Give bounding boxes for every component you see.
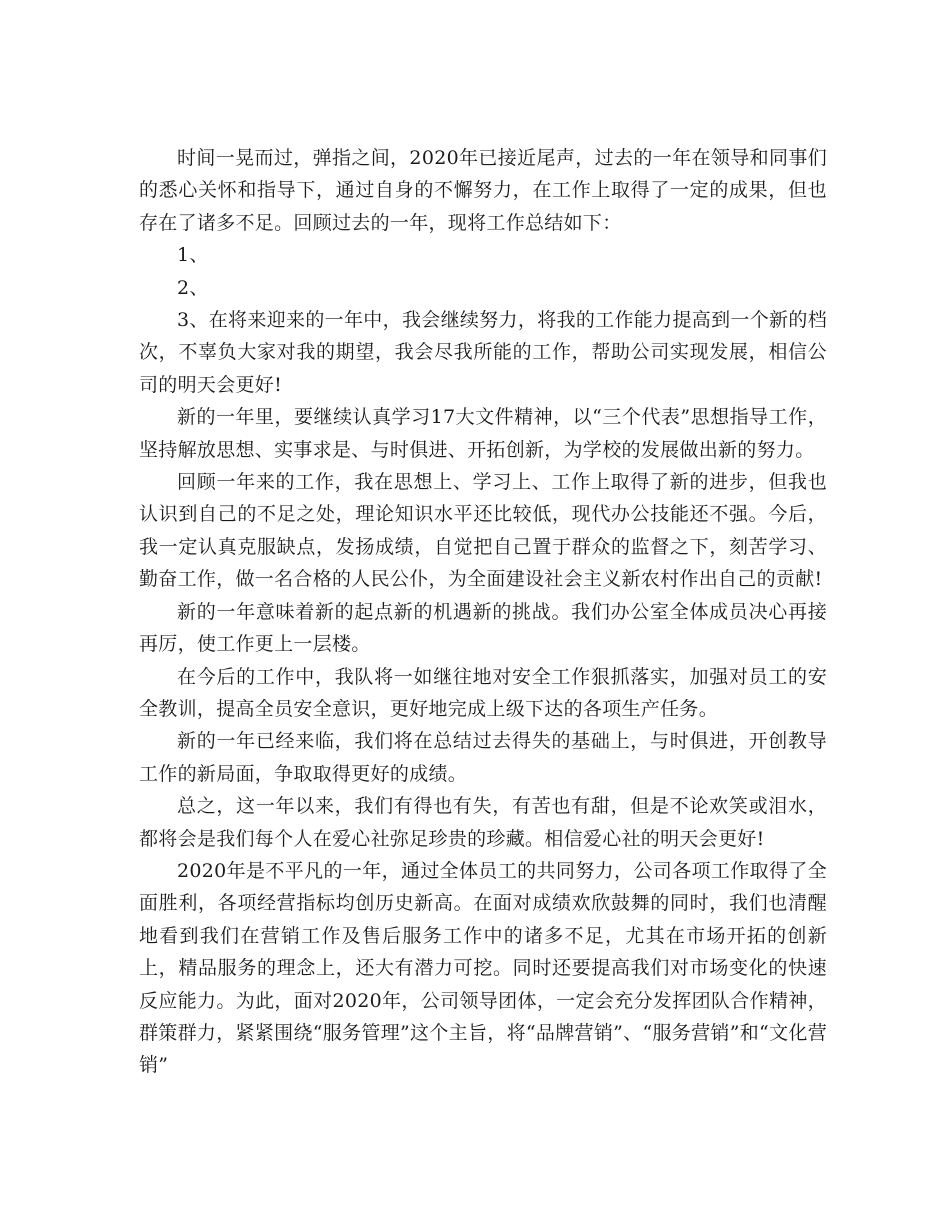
- paragraph-safety: 在今后的工作中，我队将一如继往地对安全工作狠抓落实，加强对员工的安全教训，提高全员安全意识，更好地完成上级下达的各项生产任务。: [139, 665, 827, 720]
- paragraph-summary: 总之，这一年以来，我们有得也有失，有苦也有甜，但是不论欢笑或泪水，都将会是我们每个人在爱心社弥足珍贵的珍藏。相信爱心社的明天会更好!: [139, 795, 827, 850]
- paragraph-item-2: 2、: [177, 276, 209, 299]
- paragraph-intro: 时间一晃而过，弹指之间，2020年已接近尾声，过去的一年在领导和同事们的悉心关怀和指导下，通过自身的不懈努力，在工作上取得了一定的成果，但也存在了诸多不足。回顾过去的一年，现将工作总结如下：: [139, 147, 827, 234]
- paragraph-review: 回顾一年来的工作，我在思想上、学习上、工作上取得了新的进步，但我也认识到自己的不足之处，理论知识水平还比较低，现代办公技能还不强。今后，我一定认真克服缺点，发扬成绩，自觉把自己置于群众的监督之下，刻苦学习、勤奋工作，做一名合格的人民公仆，为全面建设社会主义新农村作出自己的贡献!: [139, 471, 827, 591]
- paragraph-study: 新的一年里，要继续认真学习17大文件精神，以“三个代表”思想指导工作，坚持解放思想、实事求是、与时俱进、开拓创新，为学校的发展做出新的努力。: [139, 406, 827, 461]
- paragraph-teaching: 新的一年已经来临，我们将在总结过去得失的基础上，与时俱进，开创教导工作的新局面，争取取得更好的成绩。: [139, 730, 827, 785]
- paragraph-new-year: 新的一年意味着新的起点新的机遇新的挑战。我们办公室全体成员决心再接再厉，使工作更上一层楼。: [139, 600, 827, 656]
- paragraph-company: 2020年是不平凡的一年，通过全体员工的共同努力，公司各项工作取得了全面胜利，各项经营指标均创历史新高。在面对成绩欢欣鼓舞的同时，我们也清醒地看到我们在营销工作及售后服务工作中的诸多不足，尤其在市场开拓的创新上，精品服务的理念上，还大有潜力可挖。同时还要提高我们对市场变化的快速反应能力。为此，面对2020年，公司领导团体，一定会充分发挥团队合作精神，群策群力，紧紧围绕“服务管理”这个主旨，将“品牌营销”、“服务营销”和“文化营销”: [139, 859, 827, 1077]
- paragraph-item-3: 3、在将来迎来的一年中，我会继续努力，将我的工作能力提高到一个新的档次，不辜负大家对我的期望，我会尽我所能的工作，帮助公司实现发展，相信公司的明天会更好!: [139, 309, 827, 396]
- paragraph-item-1: 1、: [177, 244, 209, 267]
- document-body: [139, 142, 827, 1082]
